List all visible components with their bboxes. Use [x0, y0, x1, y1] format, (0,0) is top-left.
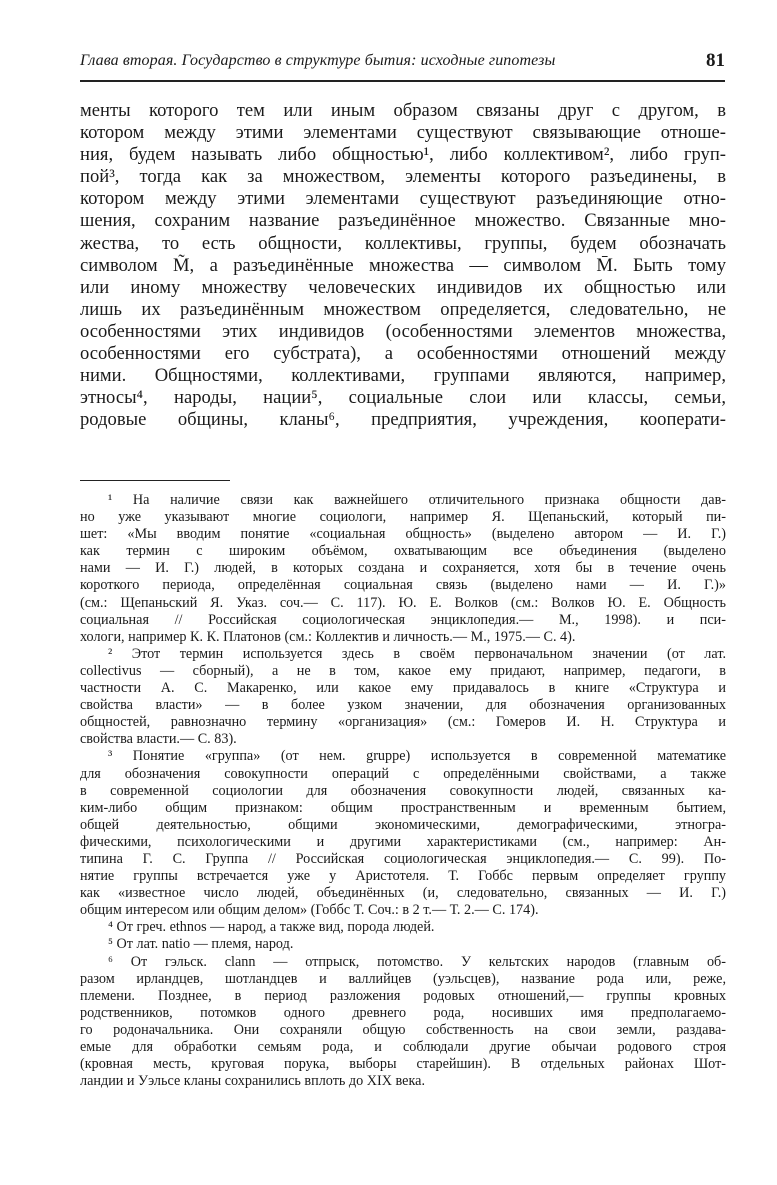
running-title: Глава вторая. Государство в структуре бытия: исходные гипотезы — [80, 52, 556, 69]
text-line: особенностями его субстрата), а особенностями отношений между — [80, 343, 726, 365]
footnote-line: шет: «Мы вводим понятие «социальная общность» (выделено автором — И. Г.) — [80, 526, 726, 543]
text-line: шения, сохраним название разъединённое множество. Связанные мно- — [80, 210, 726, 232]
footnote-line: емые для обработки семьям рода, и соблюдали другие обычаи родового строя — [80, 1039, 726, 1055]
main-paragraph — [80, 100, 726, 431]
text-line: особенностями этих индивидов (особенностями элементов множества, — [80, 320, 726, 342]
footnote-6 — [80, 954, 726, 1091]
text-line: пой³, тогда как за множеством, элементы которого разъединены, в — [80, 166, 726, 188]
footnote-line: фическими, психологическими и другими характеристиками (см., например: Ан- — [80, 833, 726, 850]
footnote-line: (см.: Щепаньский Я. Указ. соч.— С. 117). Ю. Е. Волков (см.: Волков Ю. Е. Общность — [80, 594, 726, 611]
footnote-line: ландии и Уэльсе кланы сохранились вплоть до XIX века. — [80, 1073, 425, 1090]
footnote-line: в современной социологии для обозначения совокупности людей, связанных ка- — [80, 782, 726, 799]
page-number: 81 — [706, 50, 725, 71]
footnote-line: нами — И. Г.) людей, в которых создана и сохраняется, хотя бы в течение очень — [80, 560, 726, 577]
footnote-line: общим интересом или общим делом» (Гоббс Т. Соч.: в 2 т.— Т. 2.— С. 174). — [80, 902, 539, 919]
footnote-line: ² Этот термин используется здесь в своём первоначальном значении (от лат. — [108, 645, 726, 662]
text-line: ними. Общностями, коллективами, группами являются, например, — [80, 365, 726, 387]
text-line: котором между этими элементами существуют разъединяющие отно- — [80, 188, 726, 210]
footnote-line: как «известное число людей, объединённых (и, следовательно, связанных — И. Г.) — [80, 885, 726, 902]
footnote-line: ким-либо общим признаком: общим пространственным и временным бытием, — [80, 799, 726, 816]
text-line: символом M̃, а разъединённые множества — символом M̄. Быть тому — [80, 254, 726, 276]
text-line: или иному множеству человеческих индивидов их общностью или — [80, 276, 726, 298]
footnote-line: родственников, потомков одного древнего рода, носивших имя предполагаемо- — [80, 1004, 726, 1021]
text-line: менты которого тем или иным образом связаны друг с другом, в — [80, 100, 726, 121]
footnote-line: го родоначальника. Они сохраняли общую собственность на свои земли, раздава- — [80, 1021, 726, 1038]
footnote-line: разом ирландцев, шотландцев и валлийцев (уэльсцев), название рода или, реже, — [80, 970, 726, 987]
footnote-4 — [80, 919, 726, 936]
footnote-line: свойства власти» — в более узком значении, для обозначения организованных — [80, 697, 726, 714]
footnote-line: ¹ На наличие связи как важнейшего отличительного признака общности дав- — [108, 492, 726, 508]
text-line: ния, будем называть либо общностью¹, либо коллективом², либо груп- — [80, 144, 726, 166]
footnote-separator — [80, 480, 230, 481]
footnotes — [80, 492, 726, 1090]
footnote-line: ⁵ От лат. natio — племя, народ. — [108, 936, 294, 953]
text-line: родовые общины, кланы⁶, предприятия, учреждения, кооперати- — [80, 409, 726, 431]
footnote-line: для обозначения совокупности операций с определёнными свойствами, а также — [80, 765, 726, 782]
text-line: жества, то есть общности, коллективы, группы, будем обозначать — [80, 232, 726, 254]
text-line: этносы⁴, народы, нации⁵, социальные слои или классы, семьи, — [80, 387, 726, 409]
footnote-line: социальная // Российская социологическая энциклопедия.— М., 1998). и пси- — [80, 611, 726, 628]
footnote-line: как термин с широким объёмом, охватывающим все объединения (выделено — [80, 543, 726, 560]
footnote-line: но уже указывают многие социологи, например Я. Щепаньский, который пи- — [80, 509, 726, 526]
text-line: лишь их разъединённым множеством определяется, следовательно, не — [80, 298, 726, 320]
footnote-line: короткого периода, определённая социальная связь (выделено нами — И. Г.)» — [80, 577, 726, 594]
footnote-line: племени. Позднее, в период разложения родовых отношений,— группы кровных — [80, 987, 726, 1004]
footnote-line: нятие группы встречается уже у Аристотеля. Т. Гоббс первым определяет группу — [80, 868, 726, 885]
footnote-3 — [80, 748, 726, 919]
footnote-line: ⁶ От гэльск. clann — отпрыск, потомство. У кельтских народов (главным об- — [108, 953, 726, 970]
footnote-line: хологи, например К. К. Платонов (см.: Коллектив и личность.— М., 1975.— С. 4). — [80, 628, 576, 645]
footnote-line: общностей, равнозначно термину «организация» (см.: Гомеров И. Н. Структура и — [80, 714, 726, 731]
footnote-5 — [80, 936, 726, 953]
running-header — [80, 50, 725, 82]
text-line: котором между этими элементами существуют связывающие отноше- — [80, 122, 726, 144]
footnote-line: частности А. С. Макаренко, или какое ему придавалось в книге «Структура и — [80, 680, 726, 697]
footnote-line: типина Г. С. Группа // Российская социологическая энциклопедия.— С. 99). По- — [80, 850, 726, 867]
footnote-line: ⁴ От греч. ethnos — народ, а также вид, порода людей. — [108, 919, 435, 936]
footnote-line: (кровная месть, круговая порука, выборы старейшин). В отдельных районах Шот- — [80, 1056, 726, 1073]
footnote-line: свойства власти.— С. 83). — [80, 731, 237, 748]
footnote-line: общей деятельностью, общими экономическими, демографическими, этногра- — [80, 816, 726, 833]
footnote-line: ³ Понятие «группа» (от нем. gruppe) используется в современной математике — [108, 748, 726, 765]
footnote-line: collectivus — сборный), а не в том, какое ему придают, например, педагоги, в — [80, 662, 726, 679]
footnote-2 — [80, 646, 726, 749]
footnote-1 — [80, 492, 726, 646]
